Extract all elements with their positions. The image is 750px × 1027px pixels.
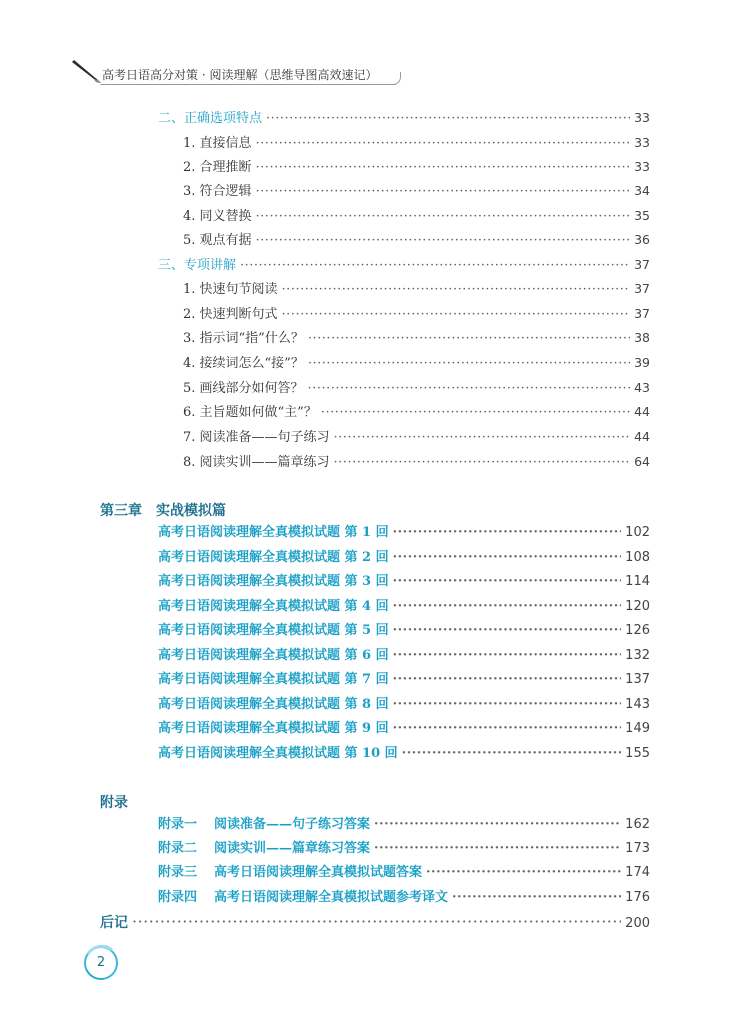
leader-dots — [402, 743, 622, 765]
toc-entry-label: 高考日语阅读理解全真模拟试题 第 3 回 — [158, 574, 389, 589]
pen-icon — [72, 58, 106, 86]
toc-entry-label: 1. 直接信息 — [183, 136, 252, 151]
toc-entry-label: 8. 阅读实训——篇章练习 — [183, 455, 330, 470]
toc-entry-label: 高考日语阅读理解全真模拟试题 第 8 回 — [158, 697, 389, 712]
toc-entry-page: 162 — [625, 817, 650, 832]
toc-entry-page: 126 — [625, 623, 650, 638]
leader-dots — [426, 862, 621, 884]
header-rule-end — [390, 72, 401, 85]
toc-entry-page: 137 — [625, 672, 650, 687]
leader-dots — [393, 645, 622, 667]
toc-entry-mock-test[interactable] — [158, 718, 650, 740]
toc-entry-page: 132 — [625, 648, 650, 663]
toc-entry-section2[interactable] — [158, 107, 650, 129]
toc-entry-page: 108 — [625, 550, 650, 565]
toc-entry-label: 4. 同义替换 — [183, 209, 252, 224]
toc-entry-label: 二、正确选项特点 — [158, 111, 263, 126]
toc-entry-mock-test[interactable] — [158, 743, 650, 765]
appendix-number: 附录三 — [158, 865, 198, 880]
toc-entry[interactable] — [183, 132, 650, 154]
toc-entry[interactable] — [183, 303, 650, 325]
leader-dots — [393, 718, 622, 740]
toc-entry-page: 44 — [634, 429, 650, 444]
toc-entry-appendix[interactable] — [158, 814, 650, 836]
leader-dots — [393, 669, 622, 691]
toc-entry-label: 3. 符合逻辑 — [183, 184, 252, 199]
toc-entry-page: 35 — [634, 208, 650, 223]
toc-entry-page: 120 — [625, 599, 650, 614]
toc-entry-page: 39 — [634, 355, 650, 370]
chapter-heading[interactable] — [100, 500, 226, 520]
leader-dots — [256, 181, 631, 203]
leader-dots — [256, 157, 631, 179]
leader-dots — [334, 452, 631, 474]
chapter-number: 第三章 — [100, 503, 142, 519]
toc-entry[interactable] — [183, 377, 650, 399]
leader-dots — [282, 304, 631, 326]
toc-entry[interactable] — [183, 426, 650, 448]
toc-entry-section3[interactable] — [158, 254, 650, 276]
leader-dots — [393, 547, 622, 569]
toc-entry-mock-test[interactable] — [158, 571, 650, 593]
toc-entry-label: 高考日语阅读理解全真模拟试题 第 7 回 — [158, 672, 389, 687]
toc-entry-label: 三、专项讲解 — [158, 258, 237, 273]
toc-entry-label: 7. 阅读准备——句子练习 — [183, 430, 330, 445]
toc-entry-mock-test[interactable] — [158, 547, 650, 569]
toc-entry-page: 143 — [625, 697, 650, 712]
toc-entry[interactable] — [183, 278, 650, 300]
toc-entry-label: 高考日语阅读理解全真模拟试题 第 5 回 — [158, 623, 389, 638]
toc-entry-page: 173 — [625, 841, 650, 856]
header-rule — [100, 84, 396, 85]
toc-entry-label: 1. 快速句节阅读 — [183, 282, 278, 297]
toc-entry-label: 5. 观点有据 — [183, 233, 252, 248]
toc-entry-mock-test[interactable] — [158, 645, 650, 667]
toc-entry[interactable] — [183, 229, 650, 251]
toc-entry-appendix[interactable] — [158, 887, 650, 909]
leader-dots — [266, 108, 630, 130]
toc-entry-label: 后记 — [100, 915, 128, 931]
toc-entry-label: 2. 快速判断句式 — [183, 307, 278, 322]
toc-entry-label: 高考日语阅读理解全真模拟试题 第 1 回 — [158, 525, 389, 540]
toc-entry-page: 64 — [634, 454, 650, 469]
toc-entry-mock-test[interactable] — [158, 694, 650, 716]
page-number-badge — [82, 944, 120, 982]
leader-dots — [393, 596, 622, 618]
toc-entry-label: 高考日语阅读理解全真模拟试题 第 10 回 — [158, 746, 398, 761]
toc-entry-label: 高考日语阅读理解全真模拟试题 第 4 回 — [158, 599, 389, 614]
toc-entry-appendix[interactable] — [158, 862, 650, 884]
toc-entry-page: 174 — [625, 865, 650, 880]
toc-entry[interactable] — [183, 352, 650, 374]
toc-entry-label: 3. 指示词“指”什么？ — [183, 331, 304, 346]
toc-entry-page: 37 — [634, 257, 650, 272]
toc-entry-page: 38 — [634, 330, 650, 345]
leader-dots — [132, 911, 621, 933]
toc-entry-label: 2. 合理推断 — [183, 160, 252, 175]
toc-entry[interactable] — [183, 401, 650, 423]
toc-entry-page: 37 — [634, 306, 650, 321]
leader-dots — [308, 353, 630, 375]
toc-entry-label: 高考日语阅读理解全真模拟试题参考译文 — [214, 890, 449, 905]
appendix-number: 附录四 — [158, 890, 198, 905]
leader-dots — [256, 206, 631, 228]
toc-entry[interactable] — [183, 327, 650, 349]
toc-entry[interactable] — [183, 180, 650, 202]
toc-entry-page: 44 — [634, 404, 650, 419]
toc-entry-label: 5. 画线部分如何答？ — [183, 381, 304, 396]
toc-entry[interactable] — [183, 451, 650, 473]
header-title: 高考日语高分对策 · 阅读理解（思维导图高效速记） — [102, 68, 378, 82]
toc-entry-page: 102 — [625, 525, 650, 540]
leader-dots — [308, 328, 630, 350]
toc-entry-page: 34 — [634, 183, 650, 198]
leader-dots — [393, 694, 622, 716]
leader-dots — [452, 887, 621, 909]
toc-entry-page: 43 — [634, 380, 650, 395]
toc-entry-label: 4. 接续词怎么“接”？ — [183, 356, 304, 371]
leader-dots — [256, 133, 631, 155]
leader-dots — [282, 279, 631, 301]
toc-entry-page: 36 — [634, 232, 650, 247]
toc-entry-mock-test[interactable] — [158, 596, 650, 618]
toc-entry-label: 6. 主旨题如何做“主”？ — [183, 405, 317, 420]
appendix-number: 附录一 — [158, 817, 198, 832]
leader-dots — [240, 255, 630, 277]
running-header — [72, 58, 392, 88]
leader-dots — [374, 814, 621, 836]
leader-dots — [256, 230, 631, 252]
toc-entry-appendix[interactable] — [158, 838, 650, 860]
toc-entry-page: 33 — [634, 135, 650, 150]
toc-entry-page: 33 — [634, 159, 650, 174]
toc-entry-label: 高考日语阅读理解全真模拟试题 第 9 回 — [158, 721, 389, 736]
toc-entry-afterword[interactable] — [100, 911, 650, 933]
toc-entry-mock-test[interactable] — [158, 620, 650, 642]
leader-dots — [393, 522, 622, 544]
toc-entry-page: 114 — [625, 574, 650, 589]
toc-entry-label: 高考日语阅读理解全真模拟试题 第 2 回 — [158, 550, 389, 565]
toc-entry-page: 149 — [625, 721, 650, 736]
toc-entry-label: 高考日语阅读理解全真模拟试题 第 6 回 — [158, 648, 389, 663]
leader-dots — [393, 571, 622, 593]
page-number: 2 — [96, 955, 106, 970]
appendix-heading[interactable]: 附录 — [100, 795, 128, 811]
toc-entry-label: 阅读实训——篇章练习答案 — [214, 841, 371, 856]
toc-entry-label: 阅读准备——句子练习答案 — [214, 817, 371, 832]
toc-entry-page: 155 — [625, 746, 650, 761]
toc-entry-mock-test[interactable] — [158, 522, 650, 544]
leader-dots — [321, 402, 630, 424]
appendix-number: 附录二 — [158, 841, 198, 856]
toc-entry[interactable] — [183, 205, 650, 227]
leader-dots — [308, 378, 631, 400]
leader-dots — [334, 427, 631, 449]
leader-dots — [374, 838, 621, 860]
toc-entry-page: 176 — [625, 890, 650, 905]
toc-entry-page: 33 — [634, 110, 650, 125]
toc-entry-mock-test[interactable] — [158, 669, 650, 691]
chapter-title: 实战模拟篇 — [156, 503, 226, 519]
toc-entry-page: 37 — [634, 281, 650, 296]
toc-entry-label: 高考日语阅读理解全真模拟试题答案 — [214, 865, 423, 880]
leader-dots — [393, 620, 622, 642]
toc-entry[interactable] — [183, 156, 650, 178]
toc-entry-page: 200 — [625, 916, 650, 931]
